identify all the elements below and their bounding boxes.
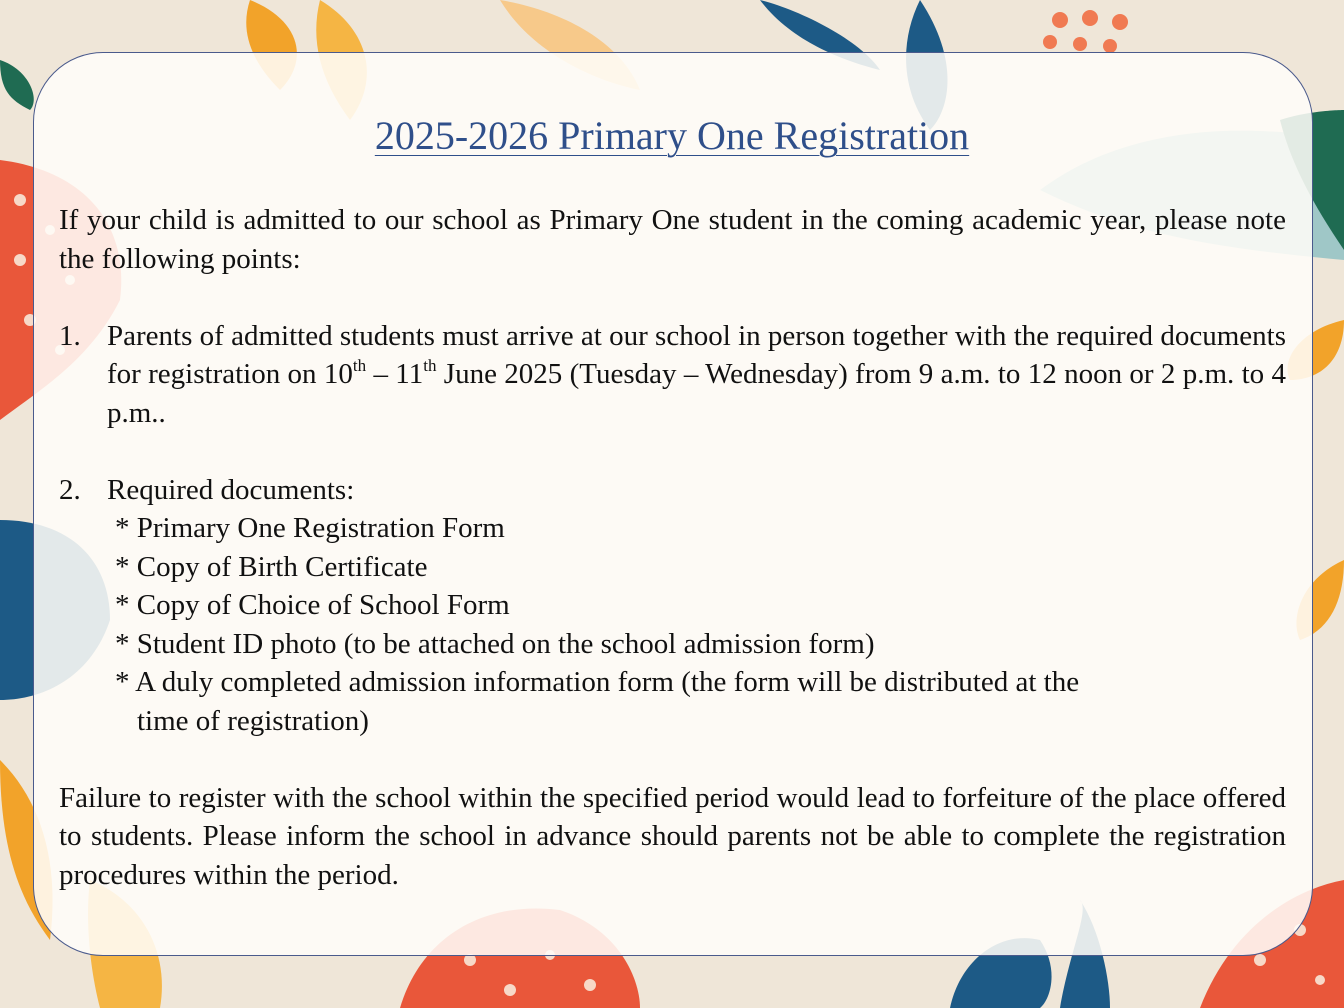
point-1-text: Parents of admitted students must arrive at our school in person together with the required documents for registration on 10th – 11th June 2025 (Tuesday – Wednesday) from 9 a.m. to 12 noon or 2 p.m. to 4 p.m..: [107, 319, 1287, 429]
point-1-number: 1.: [59, 319, 81, 352]
document-item: * A duly completed admission information form (the form will be distributed at the time of registration): [115, 666, 1080, 737]
document-item: * Primary One Registration Form: [115, 512, 505, 544]
notice-body: [59, 201, 1286, 894]
intro-paragraph: If your child is admitted to our school as Primary One student in the coming academic year, please note the following points:: [59, 204, 1286, 275]
point-2-number: 2.: [59, 473, 81, 506]
document-item: * Copy of Choice of School Form: [115, 589, 510, 621]
document-item: * Copy of Birth Certificate: [115, 550, 428, 583]
page-title: 2025-2026 Primary One Registration: [374, 113, 970, 158]
point-2: [59, 471, 1286, 510]
point-2-heading: Required documents:: [107, 473, 355, 506]
document-item: * Student ID photo (to be attached on the school admission form): [115, 627, 875, 660]
closing-paragraph: Failure to register with the school within the specified period would lead to forfeiture of the place offered to students. Please inform the school in advance should parents not be able to complete the registration procedures within the period.: [59, 781, 1286, 891]
point-1: [59, 317, 1286, 433]
